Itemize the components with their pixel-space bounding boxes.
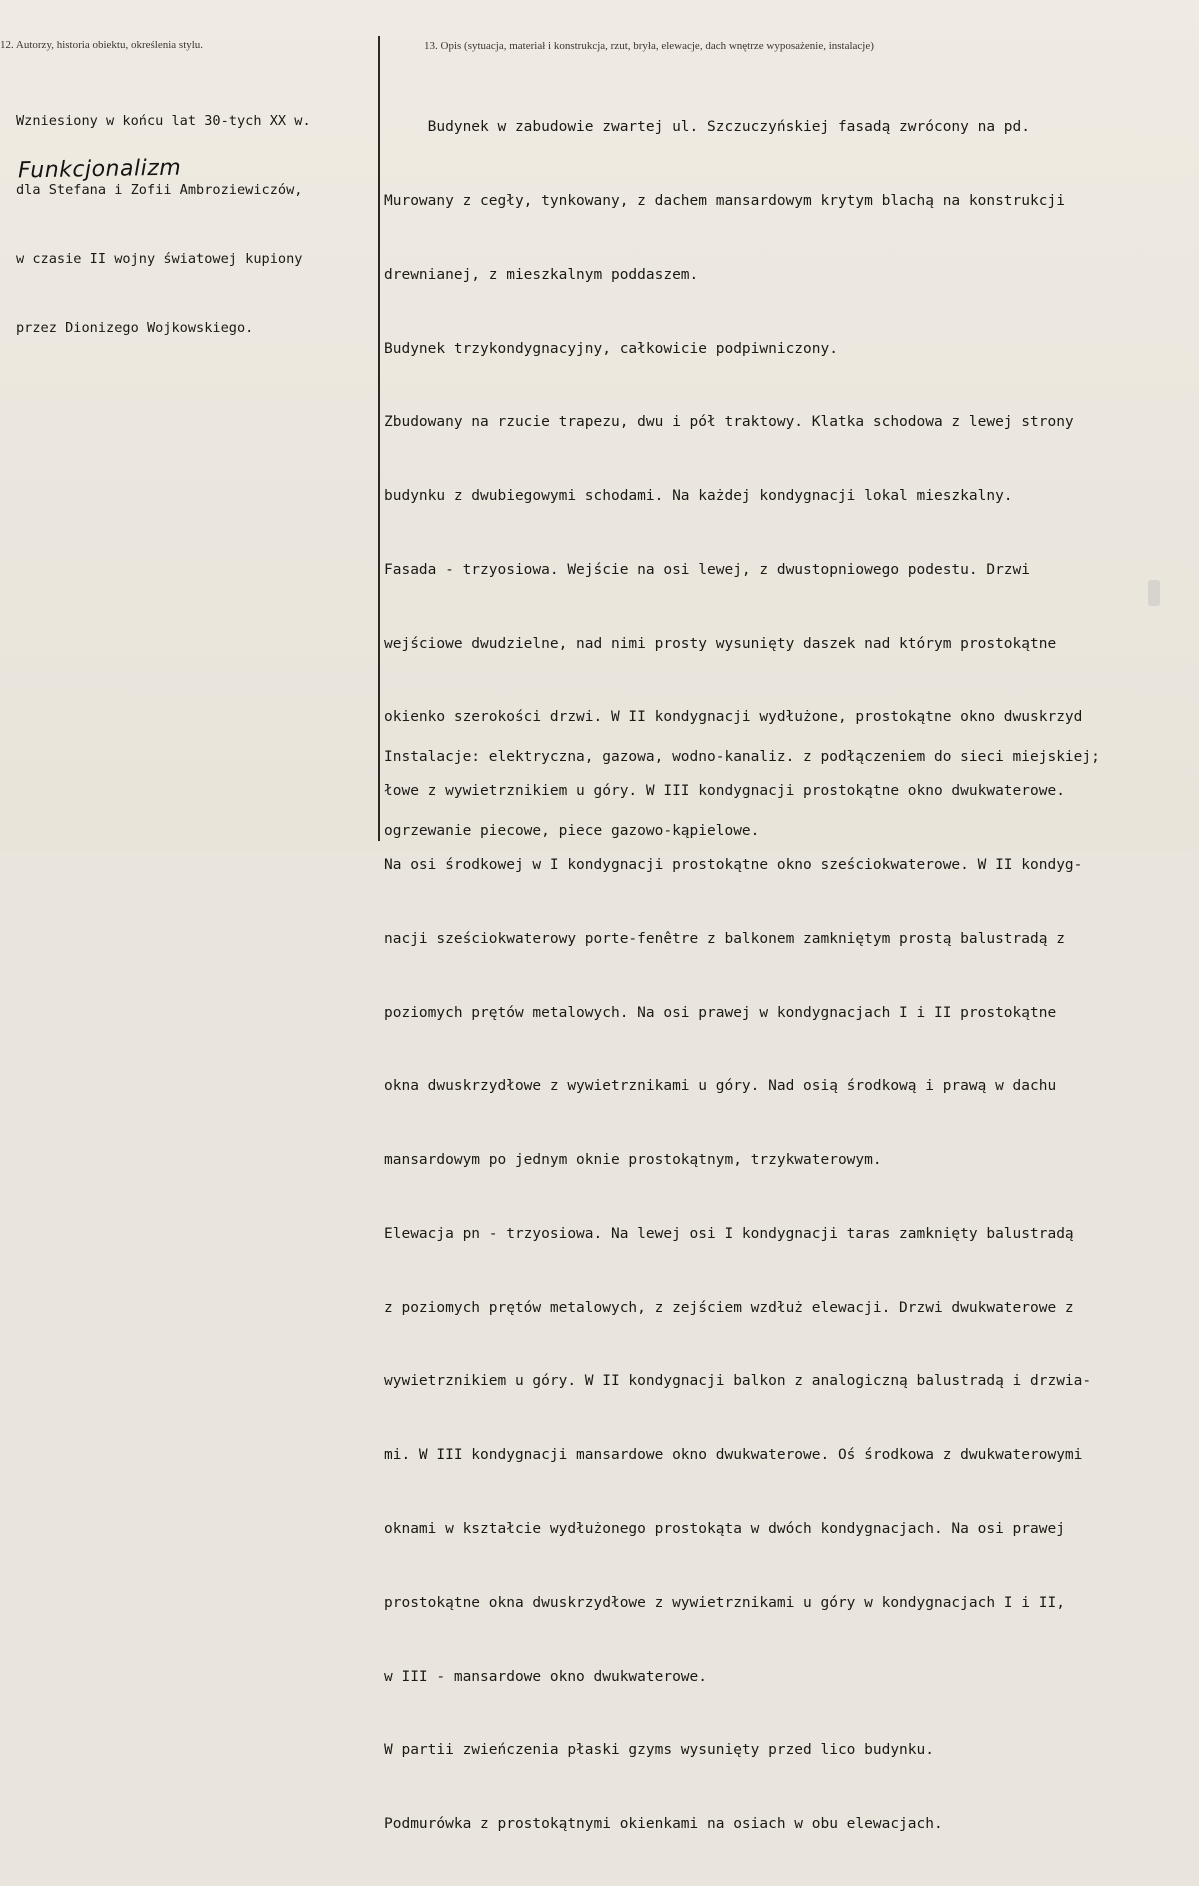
style-handwritten-note: Funkcjonalizm [17,155,182,184]
description-line: mi. W III kondygnacji mansardowe okno dwukwaterowe. Oś środkowa z dwukwaterowymi [384,1447,1083,1464]
authors-line: dla Stefana i Zofii Ambroziewiczów, [16,182,303,198]
installations-line: ogrzewanie piecowe, piece gazowo-kąpielowe. [384,822,760,839]
description-line: Fasada - trzyosiowa. Wejście na osi lewej, z dwustopniowego podestu. Drzwi [384,561,1031,578]
description-line: Zbudowany na rzucie trapezu, dwu i pół traktowy. Klatka schodowa z lewej strony [384,414,1074,431]
description-line: poziomych prętów metalowych. Na osi prawej w kondygnacjach I i II prostokątne [384,1004,1057,1021]
description-line: wejściowe dwudzielne, nad nimi prosty wysunięty daszek nad którym prostokątne [384,635,1057,652]
description-text [384,66,1196,1886]
description-line: okna dwuskrzydłowe z wywietrznikami u góry. Nad osią środkową i prawą w dachu [384,1078,1057,1095]
description-line: Na osi środkowej w I kondygnacji prostokątne okno sześciokwaterowe. W II kondyg- [384,857,1083,873]
description-line: Elewacja pn - trzyosiowa. Na lewej osi I kondygnacji taras zamknięty balustradą [384,1225,1074,1242]
installations-line: Instalacje: elektryczna, gazowa, wodno-kanaliz. z podłączeniem do sieci miejskiej; [384,749,1100,766]
paper-scuff-mark [1148,580,1160,606]
description-line: Budynek trzykondygnacyjny, całkowicie podpiwniczony. [384,340,838,357]
authors-line: w czasie II wojny światowej kupiony [16,251,303,267]
description-line: prostokątne okna dwuskrzydłowe z wywietrznikami u góry w kondygnacjach I i II, [384,1594,1065,1611]
description-line: W partii zwieńczenia płaski gzyms wysunięty przed lico budynku. [384,1742,934,1759]
description-line: Podmurówka z prostokątnymi okienkami na osiach w obu elewacjach. [384,1816,943,1833]
authors-line: Wzniesiony w końcu lat 30-tych XX w. [16,113,311,129]
heading-authors: 12. Autorzy, historia obiektu, określenia stylu. [0,39,204,51]
description-line: w III - mansardowe okno dwukwaterowe. [384,1668,708,1685]
column-divider [378,36,380,841]
description-line: Budynek w zabudowie zwartej ul. Szczuczyńskiej fasadą zwrócony na pd. [384,119,1031,136]
heading-description: 13. Opis (sytuacja, materiał i konstrukcja, rzut, bryła, elewacje, dach wnętrze wyposażenie, instalacje) [424,40,874,52]
description-line: wywietrznikiem u góry. W II kondygnacji balkon z analogiczną balustradą i drzwia- [384,1373,1092,1390]
installations-text [384,696,1196,893]
description-line: łowe z wywietrznikiem u góry. W III kondygnacji prostokątne okno dwukwaterowe. [384,783,1065,800]
description-line: nacji sześciokwaterowy porte-fenêtre z balkonem zamkniętym prostą balustradą z [384,930,1065,947]
authors-text [16,64,311,386]
description-line: drewnianej, z mieszkalnym poddaszem. [384,266,699,283]
description-line: oknami w kształcie wydłużonego prostokąta w dwóch kondygnacjach. Na osi prawej [384,1521,1065,1538]
description-line: budynku z dwubiegowymi schodami. Na każdej kondygnacji lokal mieszkalny. [384,488,1013,505]
description-line: Murowany z cegły, tynkowany, z dachem mansardowym krytym blachą na konstrukcji [384,192,1065,209]
description-line: z poziomych prętów metalowych, z zejściem wzdłuż elewacji. Drzwi dwukwaterowe z [384,1299,1074,1316]
description-line: mansardowym po jednym oknie prostokątnym, trzykwaterowym. [384,1152,882,1169]
description-line: okienko szerokości drzwi. W II kondygnacji wydłużone, prostokątne okno dwuskrzyd [384,709,1083,726]
authors-line: przez Dionizego Wojkowskiego. [16,320,254,336]
